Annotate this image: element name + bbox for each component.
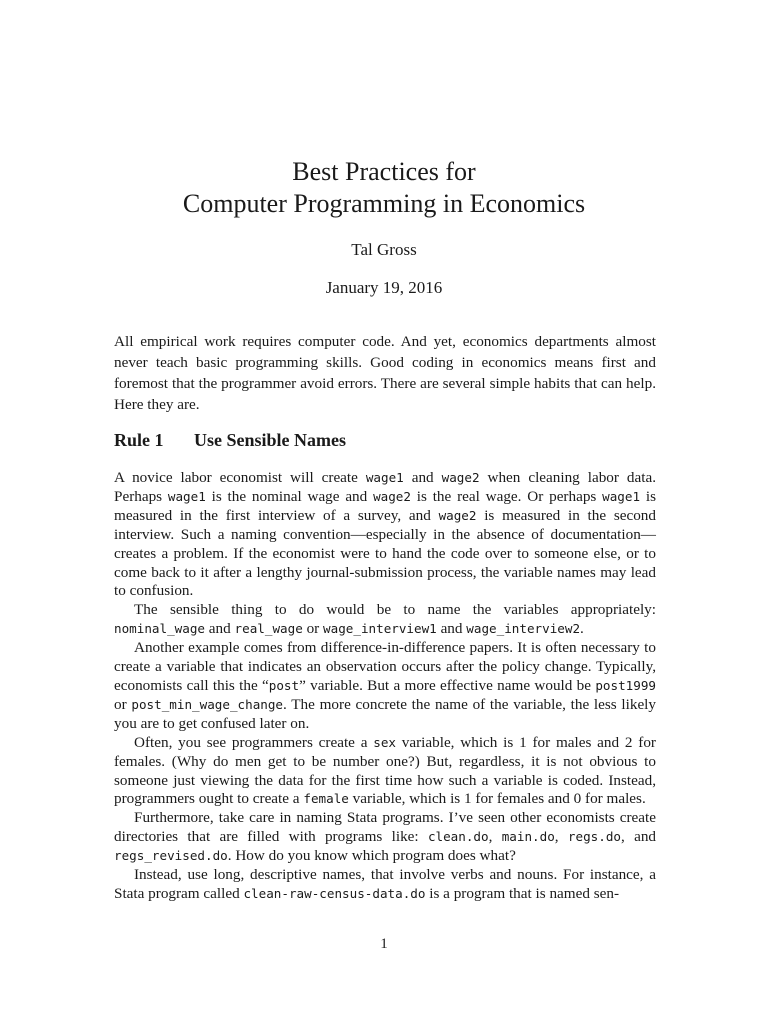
- code-post: post: [268, 677, 300, 693]
- code-regs-do: regs.do: [567, 829, 621, 845]
- title-line-1: Best Practices for: [292, 157, 476, 186]
- date: January 19, 2016: [325, 278, 443, 297]
- section-title: Use Sensible Names: [194, 430, 346, 450]
- code-wage-interview1: wage_interview1: [323, 621, 437, 637]
- code-wage1: wage1: [602, 488, 641, 504]
- code-wage1: wage1: [167, 488, 206, 504]
- code-female: female: [303, 791, 349, 807]
- paragraph-1: A novice labor economist will create wage1 and wage2 when cleaning labor data. Perhaps wage1 is the nominal wage and wage2 is the real wage. Or perhaps wage1 is measured in the first interview of a survey, and wage2 is measured in the second interview. Such a naming convention—especially in the absence of documentation—creates a problem. If the economist were to hand the code over to someone else, or to come back to it after a lengthy journal-submission process, the variable names may lead to confusion.: [114, 469, 656, 600]
- code-wage2: wage2: [373, 488, 411, 504]
- paragraph-6: Instead, use long, descriptive names, that involve verbs and nouns. For instance, a Stata program called clean-raw-census-data.do is a program that is named sen-: [114, 866, 656, 902]
- paragraph-2: The sensible thing to do would be to name the variables appropriately: nominal_wage and real_wage or wage_interview1 and wage_interview2.: [114, 601, 656, 638]
- code-wage2: wage2: [441, 470, 480, 485]
- abstract: All empirical work requires computer code. And yet, economics departments almost never teach basic programming skills. Good coding in economics means first and foremost that the programmer avoid errors. There are several simple habits that can help. Here they are.: [114, 333, 656, 413]
- paragraph-4: Often, you see programmers create a sex variable, which is 1 for males and 2 for females. (Why do men get to be number one?) But, regardless, it is not obvious to someone just viewing the data for the first time how such a variable is coded. Instead, programmers ought to create a female variable, which is 1 for females and 0 for males.: [114, 733, 656, 808]
- author: Tal Gross: [351, 240, 417, 259]
- code-clean-do: clean.do: [427, 829, 489, 845]
- code-main-do: main.do: [501, 829, 555, 845]
- page-number: 1: [380, 936, 388, 952]
- code-real-wage: real_wage: [234, 621, 303, 637]
- title-line-2: Computer Programming in Economics: [182, 189, 586, 218]
- section-body: [114, 469, 656, 904]
- code-regs-revised-do: regs_revised.do: [114, 848, 228, 864]
- code-post1999: post1999: [595, 677, 656, 693]
- paragraph-3: Another example comes from difference-in-difference papers. It is often necessary to create a variable that indicates an observation occurs after the policy change. Typically, economists call this the “post” variable. But a more effective name would be post1999 or post_min_wage_change. The more concrete the name of the variable, the less likely you are to get confused later on.: [114, 639, 656, 732]
- code-sex: sex: [373, 734, 396, 750]
- code-wage1: wage1: [365, 470, 404, 485]
- code-wage2: wage2: [438, 507, 477, 523]
- code-clean-raw-census-data-do: clean-raw-census-data.do: [243, 885, 426, 901]
- code-post-min-wage-change: post_min_wage_change: [131, 696, 284, 712]
- code-nominal-wage: nominal_wage: [114, 621, 205, 637]
- paragraph-5: Furthermore, take care in naming Stata programs. I’ve seen other economists create directories that are filled with programs like: clean.do, main.do, regs.do, and regs_revised.do. How do you know which program does what?: [114, 809, 657, 865]
- section-heading: [114, 430, 656, 451]
- section-number: Rule 1: [114, 430, 164, 450]
- code-wage-interview2: wage_interview2: [466, 621, 581, 637]
